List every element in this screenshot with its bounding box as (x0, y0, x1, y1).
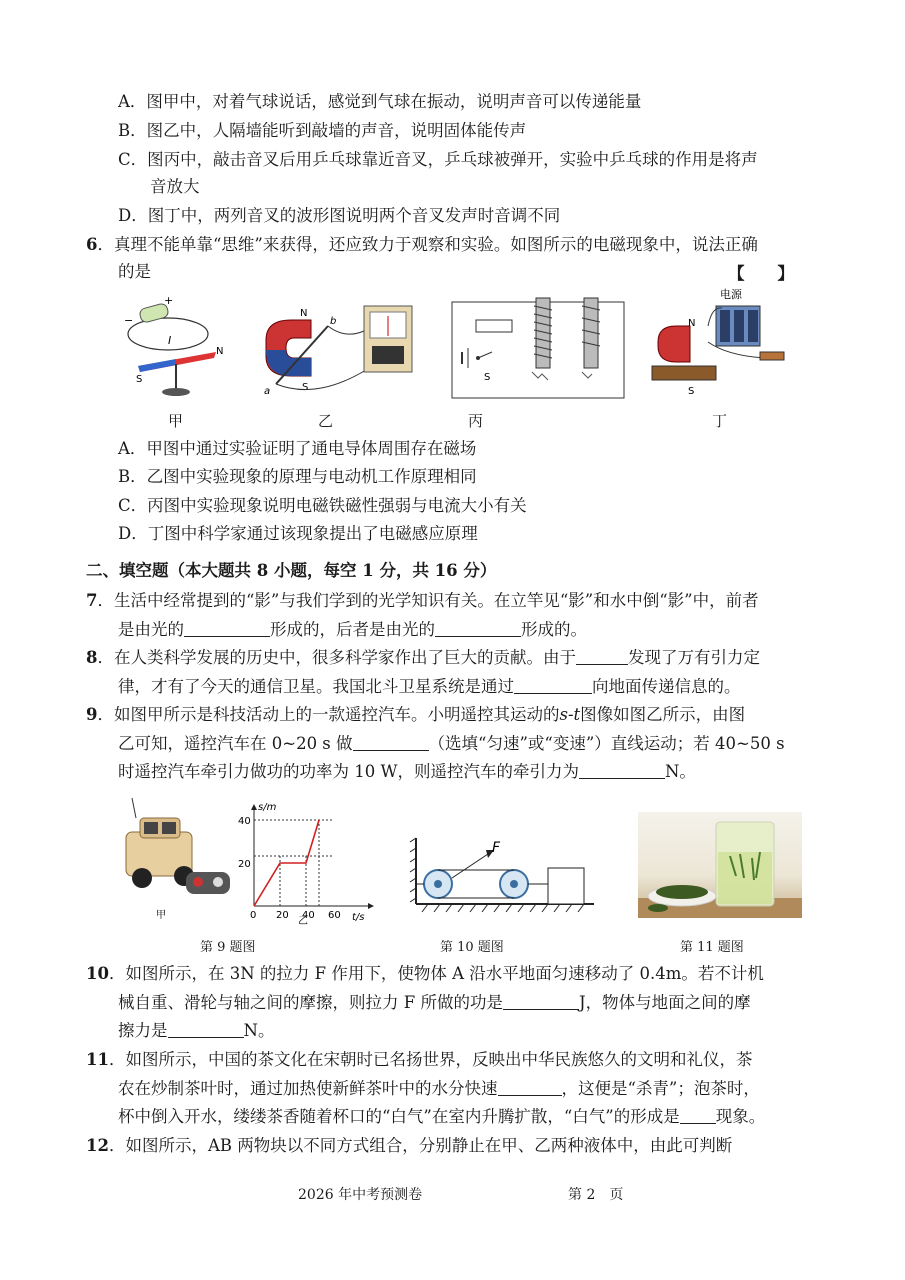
q11-stem-cont (118, 1077, 760, 1101)
q6-option-c: C．丙图中实验现象说明电磁铁磁性强弱与电流大小有关 (118, 496, 527, 515)
q8-blank-1[interactable] (576, 648, 628, 665)
figure-11-tea-photo (638, 812, 802, 918)
q9-text-3b: N。 (664, 762, 696, 781)
q11-text-3b: 现象。 (715, 1107, 766, 1126)
q10-text-2a: 械自重、滑轮与轴之间的摩擦，则拉力 F 所做的功是 (118, 993, 503, 1012)
svg-text:I: I (168, 334, 172, 347)
q6-option-d: D．丁图中科学家通过该现象提出了电磁感应原理 (118, 524, 478, 543)
answer-bracket: 【 】 (728, 264, 794, 283)
svg-text:N: N (216, 346, 224, 357)
q9-number: 9 (86, 705, 98, 724)
figure-bing-electromagnet (448, 292, 628, 402)
q10-blank-1[interactable] (503, 993, 579, 1010)
q8-text-2b: 向地面传递信息的。 (592, 677, 741, 696)
x-tick-label: 0 (250, 910, 257, 921)
q11-text-2b: ，这便是“杀青”；泡茶时， (561, 1079, 760, 1098)
q8-text-2a: 律，才有了今天的通信卫星。我国北斗卫星系统是通过 (118, 677, 514, 696)
q10-text-2b: J，物体与地面之间的摩 (578, 993, 751, 1012)
q7-text-2b: 形成的，后者是由光的 (270, 620, 435, 639)
svg-text:a: a (264, 386, 271, 397)
fig9-jia-label: 甲 (156, 910, 166, 920)
q9-stem-cont-2 (118, 760, 696, 784)
q5-option-a: A．图甲中，对着气球说话，感觉到气球在振动，说明声音可以传递能量 (118, 92, 642, 111)
svg-text:S: S (302, 382, 309, 393)
label-ding: 丁 (712, 412, 728, 430)
q9-stem (86, 703, 745, 727)
label-jia: 甲 (168, 412, 184, 430)
q6-option-a: A．甲图中通过实验证明了通电导体周围存在磁场 (118, 439, 477, 458)
q10-stem (86, 962, 764, 986)
q9-text-3a: 时遥控汽车牵引力做功的功率为 10 W，则遥控汽车的牵引力为 (118, 762, 579, 781)
q7-number: 7 (86, 591, 98, 610)
q11-blank-2[interactable] (680, 1107, 716, 1124)
q5-option-c: C．图丙中，敲击音叉后用乒乓球靠近音叉，乒乓球被弹开，实验中乒乓球的作用是将声 (118, 150, 758, 169)
svg-text:N: N (688, 318, 696, 329)
q12-number: 12 (86, 1136, 109, 1155)
q10-text-3a: 擦力是 (118, 1021, 168, 1040)
q10-stem-cont-2 (118, 1019, 274, 1043)
q8-number: 8 (86, 648, 98, 667)
q7-blank-2[interactable] (435, 620, 521, 637)
q8-stem-cont (118, 675, 741, 699)
svg-text:S: S (484, 372, 491, 383)
q7-stem (86, 589, 759, 613)
q12-stem (86, 1134, 732, 1158)
q9-stem-cont (118, 732, 785, 756)
footer-page-number: 第 2 页 (568, 1187, 624, 1203)
q9-text-1b: s-t (559, 705, 581, 724)
q10-stem-cont (118, 991, 751, 1015)
q7-text-2c: 形成的。 (521, 620, 587, 639)
q7-text-1: ．生活中经常提到的“影”与我们学到的光学知识有关。在立竿见“影”和水中倒“影”中，前者 (97, 591, 759, 610)
q11-text-1: ．如图所示，中国的茶文化在宋朝时已名扬世界，反映出中华民族悠久的文明和礼仪，茶 (108, 1050, 753, 1069)
section-2-heading: 二、填空题（本大题共 8 小题，每空 1 分，共 16 分） (86, 561, 497, 580)
figure-jia-solenoid (118, 292, 228, 402)
q9-text-2b: （选填“匀速”或“变速”）直线运动；若 40~50 s (428, 734, 785, 753)
svg-text:+: + (164, 294, 174, 307)
q5-option-c-cont: 音放大 (150, 177, 200, 196)
q11-blank-1[interactable] (498, 1079, 562, 1096)
figure-ding-motor (648, 286, 788, 402)
svg-text:S: S (136, 374, 143, 385)
y-tick-label: 40 (238, 816, 251, 827)
q6-option-b: B．乙图中实验现象的原理与电动机工作原理相同 (118, 467, 477, 486)
q10-number: 10 (86, 964, 109, 983)
q11-text-3a: 杯中倒入开水，缕缕茶香随着杯口的“白气”在室内升腾扩散，“白气”的形成是 (118, 1107, 680, 1126)
q11-stem (86, 1048, 752, 1072)
figure-yi-induction (256, 300, 416, 400)
x-tick-label: 20 (276, 910, 289, 921)
svg-text:−: − (124, 314, 134, 327)
q9-text-2a: 乙可知，遥控汽车在 0~20 s 做 (118, 734, 353, 753)
q6-text-1: ．真理不能单靠“思维”来获得，还应致力于观察和实验。如图所示的电磁现象中，说法正确 (97, 235, 758, 254)
q6-stem (86, 233, 758, 257)
q11-text-2a: 农在炒制茶叶时，通过加热使新鲜茶叶中的水分快速 (118, 1079, 498, 1098)
q7-text-2a: 是由光的 (118, 620, 184, 639)
fig9-caption: 第 9 题图 (200, 940, 256, 955)
q9-text-1a: ．如图甲所示是科技活动上的一款遥控汽车。小明遥控其运动的 (97, 705, 560, 724)
power-label: 电源 (720, 288, 742, 301)
fig10-caption: 第 10 题图 (440, 940, 504, 955)
svg-text:b: b (330, 316, 337, 327)
q9-blank-1[interactable] (353, 734, 429, 751)
y-axis-label: s/m (258, 802, 277, 813)
q12-text-1: ．如图所示，AB 两物块以不同方式组合，分别静止在甲、乙两种液体中，由此可判断 (108, 1136, 733, 1155)
q8-blank-2[interactable] (514, 677, 592, 694)
q5-option-d: D．图丁中，两列音叉的波形图说明两个音叉发声时音调不同 (118, 206, 561, 225)
q10-text-1: ．如图所示，在 3N 的拉力 F 作用下，使物体 A 沿水平地面匀速移动了 0.4m。若不计机 (108, 964, 764, 983)
q9-text-1c: 图像如图乙所示，由图 (580, 705, 746, 724)
q10-text-3b: N。 (243, 1021, 275, 1040)
figure-9-rc-car (116, 796, 238, 920)
q8-text-1b: 发现了万有引力定 (627, 648, 760, 667)
q11-number: 11 (86, 1050, 109, 1069)
q5-option-b: B．图乙中，人隔墙能听到敲墙的声音，说明固体能传声 (118, 121, 527, 140)
footer-exam-title: 2026 年中考预测卷 (298, 1187, 423, 1203)
x-axis-label: t/s (352, 912, 365, 923)
x-tick-label: 40 (302, 910, 315, 921)
q10-blank-2[interactable] (168, 1021, 244, 1038)
q8-stem (86, 646, 760, 670)
y-tick-label: 20 (238, 859, 251, 870)
graph-yi-label: 乙 (298, 916, 308, 926)
svg-text:N: N (300, 308, 308, 319)
q9-blank-2[interactable] (579, 762, 665, 779)
figure-10-pulley (408, 832, 598, 922)
q6-number: 6 (86, 235, 98, 254)
q11-stem-cont-2 (118, 1105, 765, 1129)
figure-9-st-graph (236, 800, 376, 926)
q7-stem-cont (118, 618, 587, 642)
q6-stem-cont: 的是 (118, 262, 151, 281)
st-series-line (254, 820, 319, 906)
x-tick-label: 60 (328, 910, 341, 921)
fig11-caption: 第 11 题图 (680, 940, 744, 955)
label-yi: 乙 (318, 412, 334, 430)
q7-blank-1[interactable] (184, 620, 270, 637)
svg-text:S: S (688, 386, 695, 397)
label-bing: 丙 (468, 412, 484, 430)
fig10-force-label: F (492, 840, 501, 856)
q8-text-1a: ．在人类科学发展的历史中，很多科学家作出了巨大的贡献。由于 (97, 648, 576, 667)
